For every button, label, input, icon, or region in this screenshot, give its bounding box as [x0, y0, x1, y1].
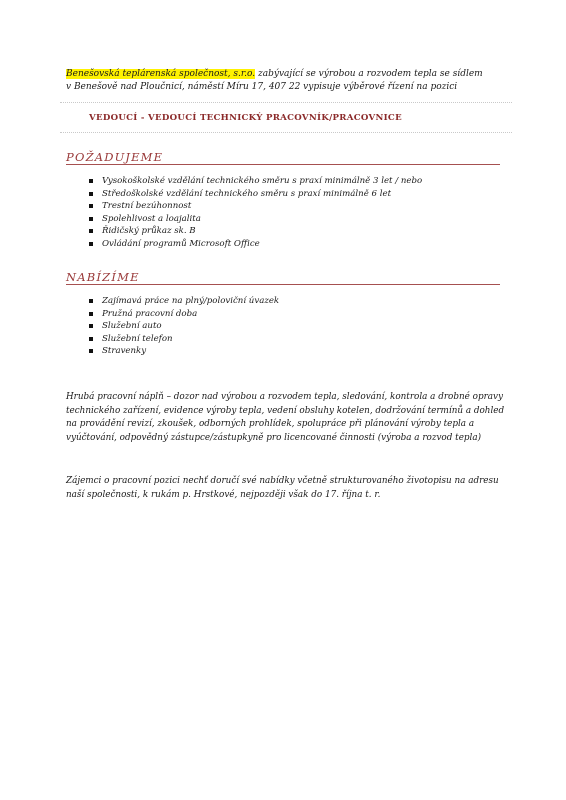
intro-text-1: zabývající se výrobou a rozvodem tepla se sídlem	[255, 69, 483, 79]
list-item: Služební auto	[89, 320, 279, 333]
list-item: Pružná pracovní doba	[89, 308, 279, 321]
list-item: Služební telefon	[89, 333, 279, 346]
list-item: Řidičský průkaz sk. B	[89, 225, 422, 238]
list-item: Středoškolské vzdělání technického směru s praxí minimálně 6 let	[89, 188, 422, 201]
intro-paragraph	[66, 68, 506, 94]
offers-rule	[66, 284, 500, 285]
company-name: Benešovská teplárenská společnost, s.r.o.	[66, 69, 256, 79]
list-item: Ovládání programů Microsoft Office	[89, 238, 422, 251]
list-item: Stravenky	[89, 345, 279, 358]
requirements-rule	[66, 164, 500, 165]
list-item: Zajímavá práce na plný/poloviční úvazek	[89, 295, 279, 308]
list-item: Vysokoškolské vzdělání technického směru s praxí minimálně 3 let / nebo	[89, 175, 422, 188]
list-item: Spolehlivost a loajalita	[89, 213, 422, 226]
application-instructions: Zájemci o pracovní pozici nechť doručí své nabídky včetně strukturovaného životopisu na adresu naší společnosti, k rukám p. Hrstkové, nejpozději však do 17. října t. r.	[66, 476, 499, 500]
position-title: VEDOUCÍ - VEDOUCÍ TECHNICKÝ PRACOVNÍK/PRACOVNICE	[89, 113, 402, 123]
offers-list	[89, 295, 279, 358]
job-description: Hrubá pracovní náplň – dozor nad výrobou a rozvodem tepla, sledování, kontrola a drobné opravy technického zařízení, evidence výroby tepla, vedení obsluhy kotelen, dodržování termínů a dohled na provádění revizí, zkoušek, odborných prohlídek, spolupráce při plánování výroby tepla a vyúčtování, odpovědný zástupce/zástupkyně pro licencované činnosti (výroba a rozvod tepla)	[66, 392, 505, 443]
position-bottom-rule	[60, 132, 512, 133]
intro-text-2: v Benešově nad Ploučnicí, náměstí Míru 17, 407 22 vypisuje výběrové řízení na pozici	[66, 82, 458, 92]
position-top-rule	[60, 102, 512, 103]
list-item: Trestní bezúhonnost	[89, 200, 422, 213]
requirements-heading: POŽADUJEME	[66, 150, 164, 164]
offers-heading: NABÍZÍME	[66, 270, 140, 284]
requirements-list	[89, 175, 422, 251]
